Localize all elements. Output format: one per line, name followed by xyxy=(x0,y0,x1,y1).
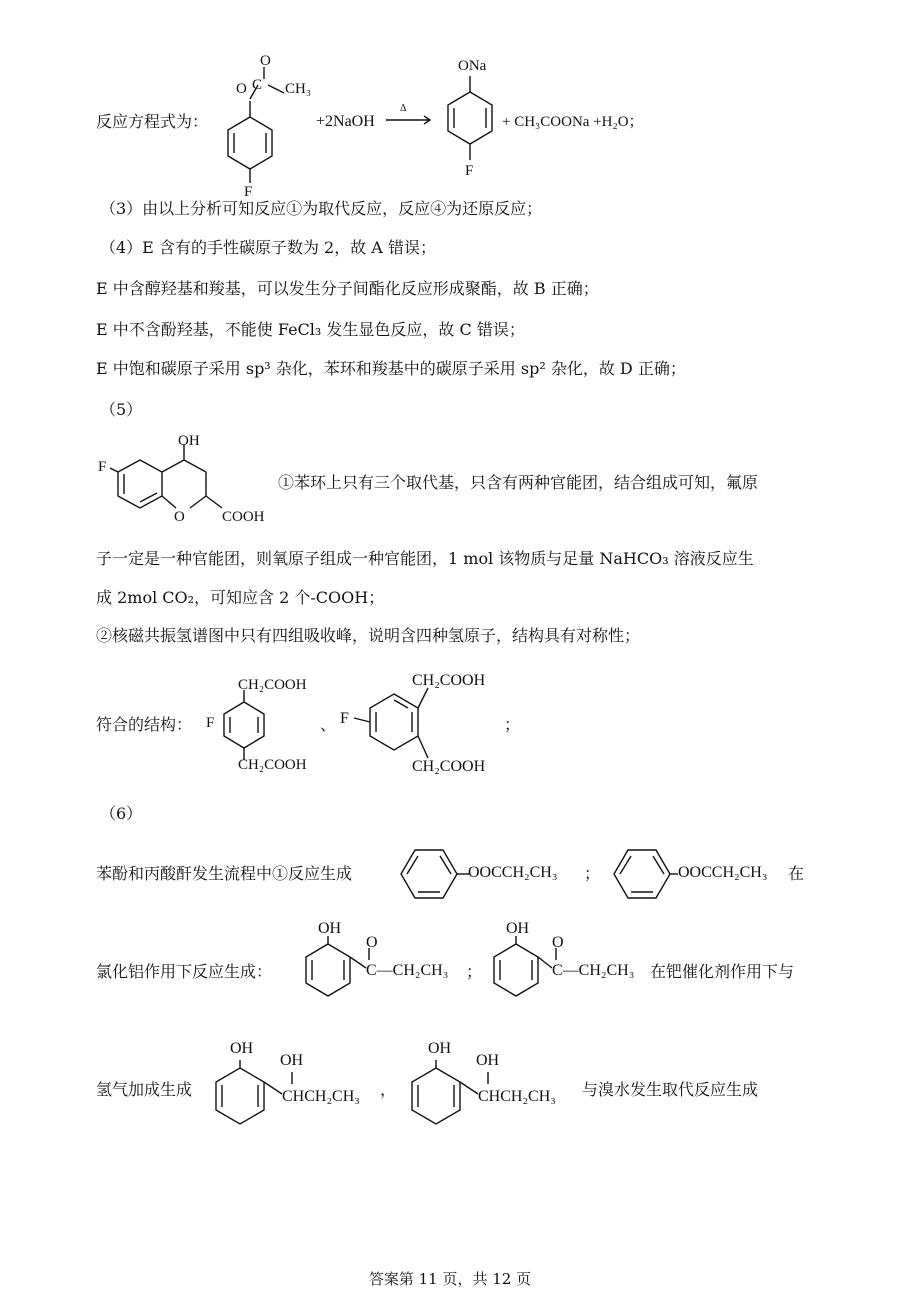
alcohol1-phenol-oh: OH xyxy=(230,1040,254,1057)
alcohol2-oh: OH xyxy=(476,1052,500,1069)
isomer2-bottom-group: CH₂COOH xyxy=(412,758,486,775)
reactant-fluorine: F xyxy=(244,184,253,200)
q6-line2-semicolon: ； xyxy=(466,962,483,981)
product-fluorine: F xyxy=(465,163,474,179)
ketone2-oh: OH xyxy=(506,920,530,937)
q6-label: （6） xyxy=(100,804,143,823)
q3-answer: （3）由以上分析可知反应①为取代反应，反应④为还原反应； xyxy=(100,199,543,218)
product-ona: ONa xyxy=(458,58,487,74)
phenyl-ester-ring-2 xyxy=(598,846,688,902)
isomer1-ring xyxy=(220,690,280,760)
isomer1-fluorine: F xyxy=(206,715,215,731)
alcohol-ring-2 xyxy=(402,1050,492,1140)
q5-line-2: 子一定是一种官能团，则氧原子组成一种官能团，1 mol 该物质与足量 NaHCO₃ 溶液反应生 xyxy=(96,549,754,568)
q6-line1-end: 在 xyxy=(788,864,805,883)
hydroxy-ketone-ring-2 xyxy=(484,930,564,1010)
isomer-list-end: ； xyxy=(504,715,521,734)
naoh-term: +2NaOH xyxy=(316,113,375,130)
q4-line-2: E 中含醇羟基和羧基，可以发生分子间酯化反应形成聚酯，故 B 正确； xyxy=(96,279,599,298)
isomer2-ring xyxy=(350,688,430,768)
chromanol-cooh: COOH xyxy=(222,509,265,525)
alcohol1-chain: CHCH₂CH₃ xyxy=(282,1088,360,1105)
q6-line1-semicolon: ； xyxy=(584,864,601,883)
alcohol2-phenol-oh: OH xyxy=(428,1040,452,1057)
q5-line-1: ①苯环上只有三个取代基，只含有两种官能团，结合组成可知，氟原 xyxy=(278,473,759,492)
q6-line3-comma: ， xyxy=(380,1080,397,1099)
q6-line3-text: 氢气加成生成 xyxy=(96,1080,193,1099)
alcohol-ring-1 xyxy=(206,1050,296,1140)
isomer2-top-group: CH₂COOH xyxy=(412,672,486,689)
reactant-carbonyl-c: C xyxy=(252,77,263,93)
phenyl-ester-ring-1 xyxy=(385,846,475,902)
q5-label: （5） xyxy=(100,400,143,419)
reactant-methyl: CH₃ xyxy=(285,81,312,97)
chromanol-f: F xyxy=(98,459,107,475)
q6-line2-end: 在钯催化剂作用下与 xyxy=(650,962,795,981)
q6-line1-text: 苯酚和丙酸酐发生流程中①反应生成 xyxy=(96,864,353,883)
ester-group-1: OOCCH₂CH₃ xyxy=(468,864,558,881)
reactant-ring-structure xyxy=(220,55,330,190)
q6-line2-text: 氯化铝作用下反应生成： xyxy=(96,962,273,981)
q6-line3-end: 与溴水发生取代反应生成 xyxy=(582,1080,759,1099)
reaction-arrow xyxy=(386,114,436,126)
chromanol-oh: OH xyxy=(178,433,200,449)
ketone2-o: O xyxy=(552,934,564,951)
isomer1-bottom-group: CH₂COOH xyxy=(238,757,307,773)
ketone1-o: O xyxy=(366,934,378,951)
ester-group-2: OOCCH₂CH₃ xyxy=(678,864,768,881)
alcohol2-chain: CHCH₂CH₃ xyxy=(478,1088,556,1105)
q4-line-1: （4）E 含有的手性碳原子数为 2，故 A 错误； xyxy=(100,238,436,257)
q5-line-3: 成 2mol CO₂，可知应含 2 个-COOH； xyxy=(96,588,385,607)
ketone1-chain: C—CH₂CH₃ xyxy=(366,962,449,979)
reactant-carbonyl-o: O xyxy=(260,53,271,69)
q4-line-3: E 中不含酚羟基，不能使 FeCl₃ 发生显色反应，故 C 错误； xyxy=(96,320,525,339)
isomer-separator: 、 xyxy=(320,715,337,734)
arrow-condition-heat: Δ xyxy=(400,103,407,114)
equation-products: + CH₃COONa +H₂O； xyxy=(502,114,644,130)
alcohol1-oh: OH xyxy=(280,1052,304,1069)
q4-line-4: E 中饱和碳原子采用 sp³ 杂化，苯环和羧基中的碳原子采用 sp² 杂化，故 D 正确； xyxy=(96,359,686,378)
chromanol-ring-o: O xyxy=(174,509,185,525)
ketone2-chain: C—CH₂CH₃ xyxy=(552,962,635,979)
page-footer: 答案第 11 页，共 12 页 xyxy=(368,1270,532,1288)
q5-line-4: ②核磁共振氢谱图中只有四组吸收峰，说明含四种氢原子，结构具有对称性； xyxy=(96,626,641,645)
equation-lead: 反应方程式为： xyxy=(96,112,209,131)
fit-structures-label: 符合的结构： xyxy=(96,715,193,734)
reactant-ester-o: O xyxy=(236,81,247,97)
ketone1-oh: OH xyxy=(318,920,342,937)
hydroxy-ketone-ring-1 xyxy=(296,930,376,1010)
isomer1-top-group: CH₂COOH xyxy=(238,677,307,693)
isomer2-fluorine: F xyxy=(340,710,349,727)
